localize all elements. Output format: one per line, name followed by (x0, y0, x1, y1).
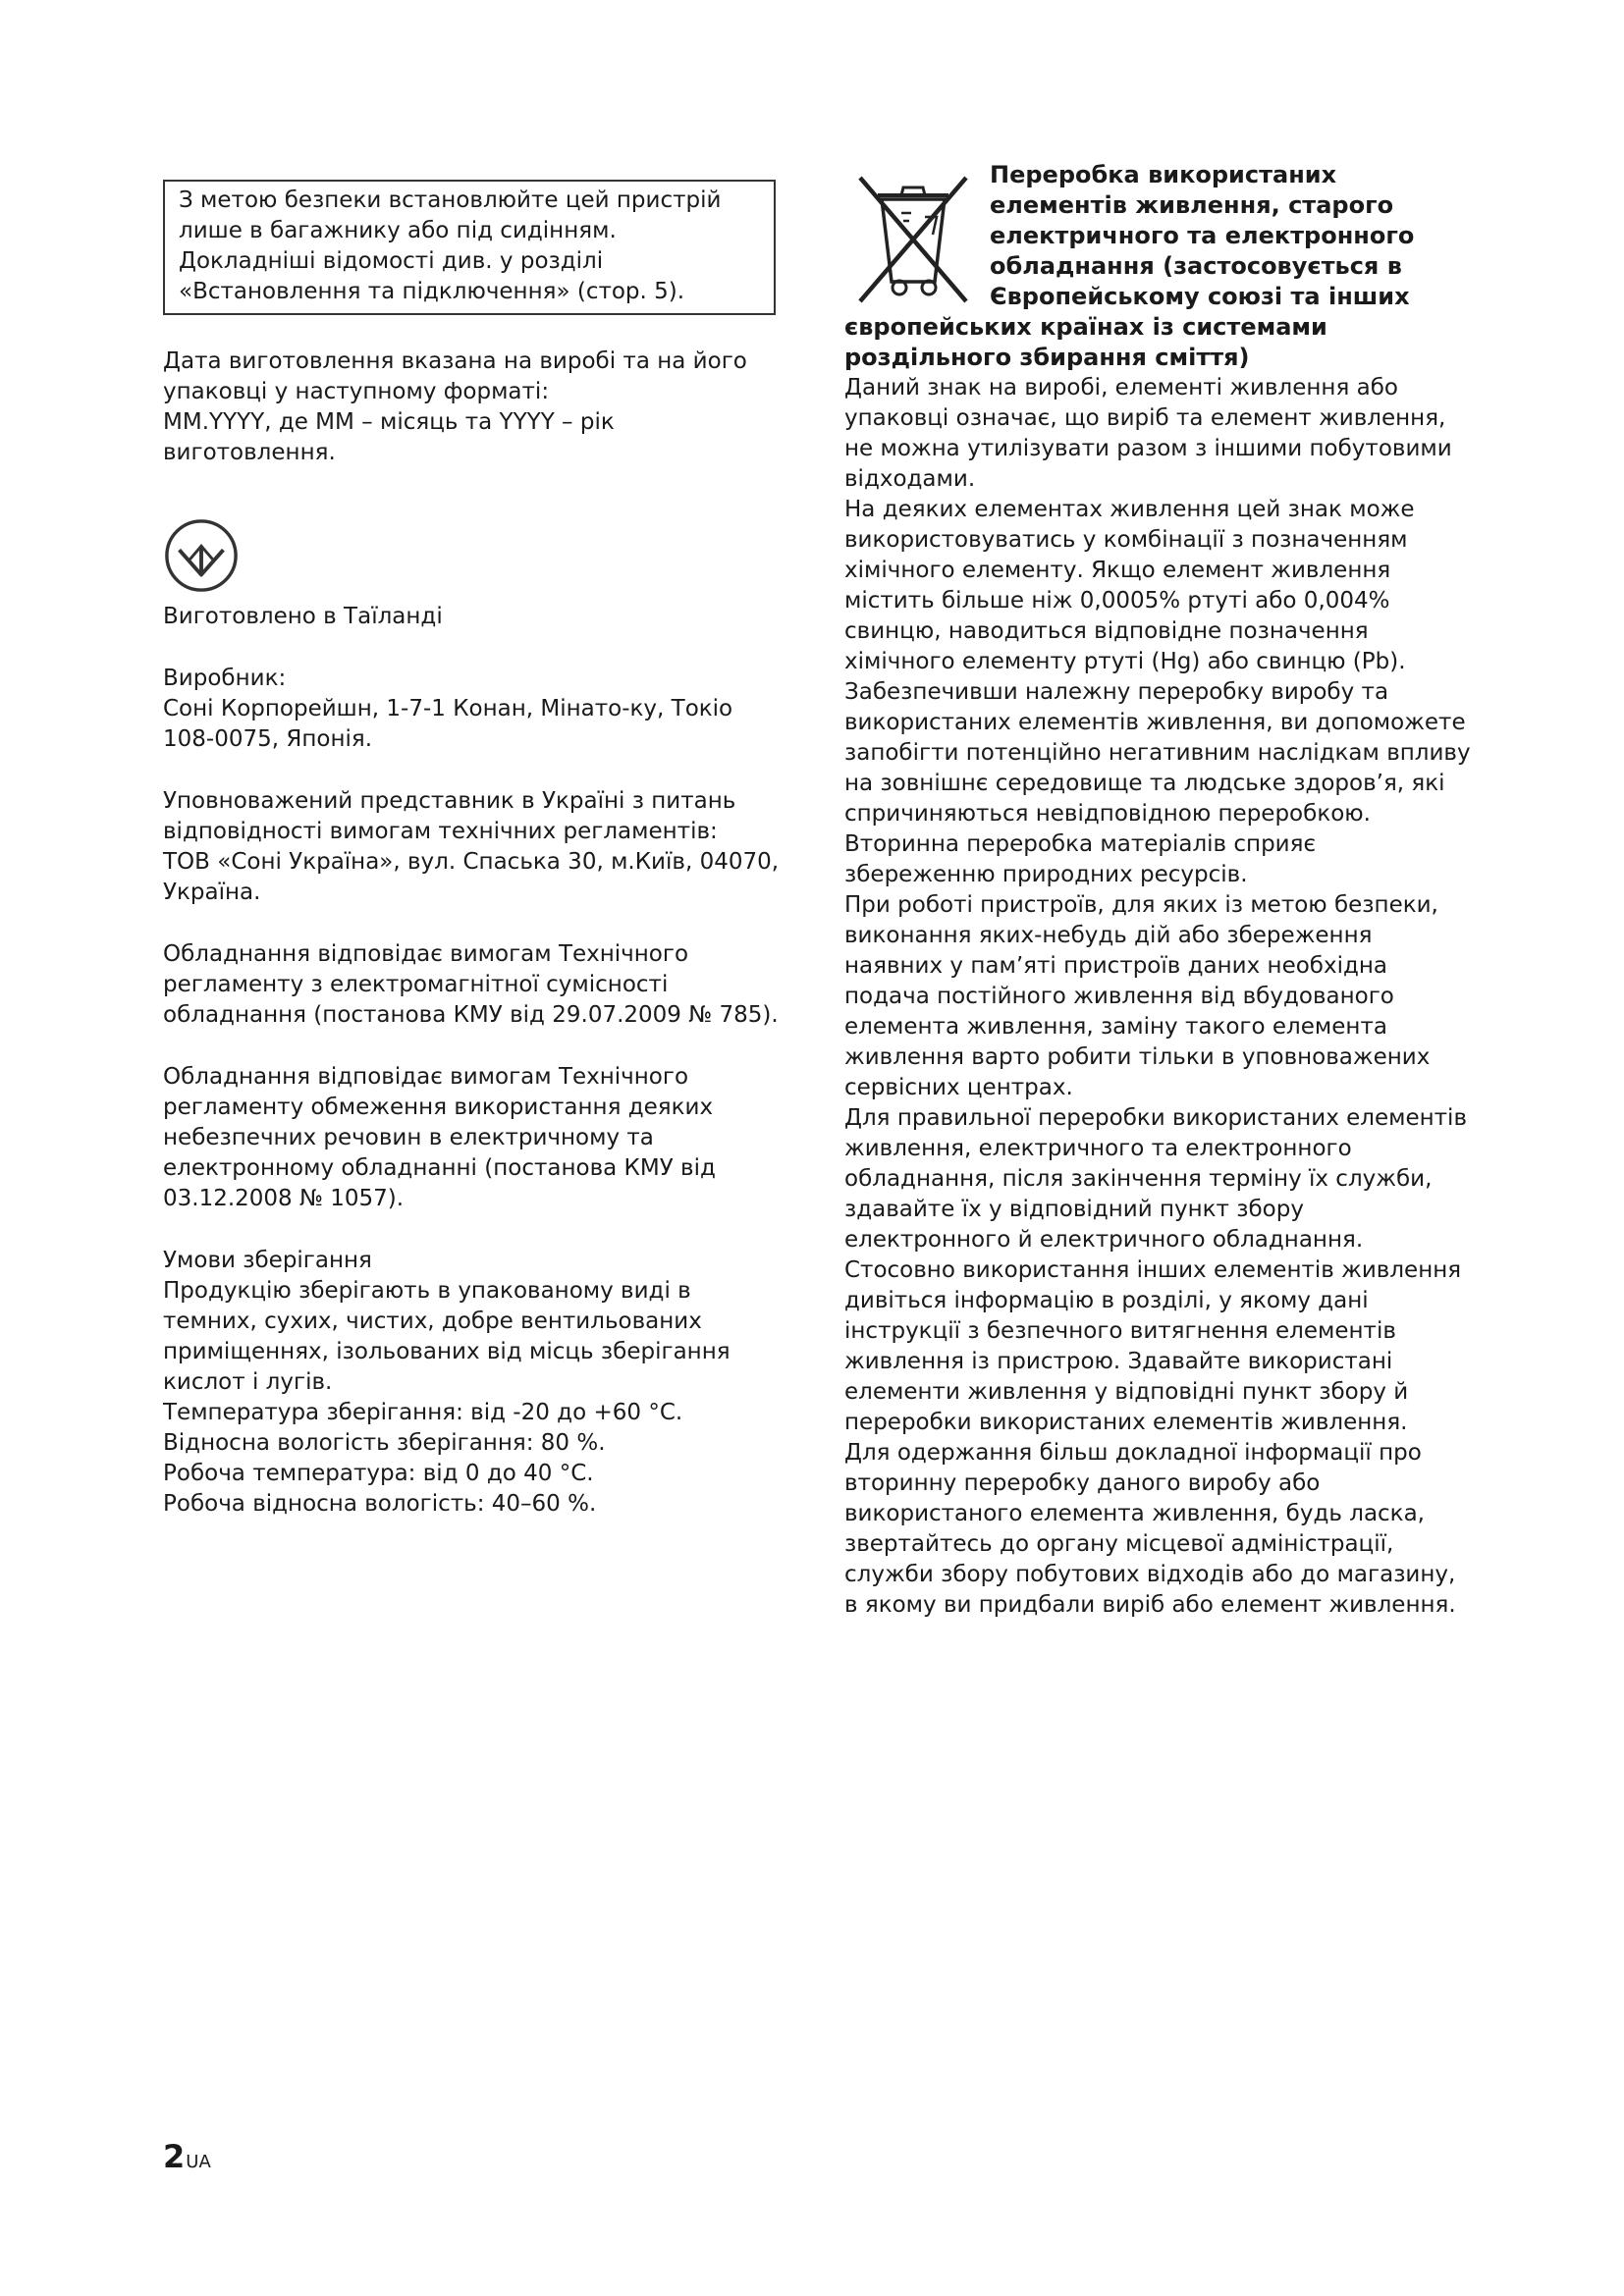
manufacture-date-text: Дата виготовлення вказана на виробі та на його упаковці у наступному форматі: (163, 348, 747, 404)
representative-section (163, 786, 782, 908)
manufacture-date-section (163, 347, 782, 468)
recycling-paragraph-3: Забезпечивши належну переробку виробу та використаних елементів живлення, ви допоможете запобігти потенційно негативним наслідкам впливу на зовнішнє середовище та людське здоров’я, які спричиняються невідповідною переробкою. Вторинна переробка матеріалів сприяє збереженню природних ресурсів. (844, 679, 1471, 887)
rohs-section (163, 1062, 782, 1214)
heading-line-6: європейських країнах із системами (844, 313, 1327, 341)
heading-line-2: елементів живлення, старого (990, 191, 1394, 219)
heading-line-7: роздільного збирання сміття) (844, 344, 1250, 371)
storage-temperature: Температура зберігання: від -20 до +60 °C. (163, 1400, 683, 1425)
recycling-paragraph-1: Даний знак на виробі, елементі живлення або упаковці означає, що виріб та елемент живлення, не можна утилізувати разом з іншими побутовими відходами. (844, 375, 1452, 492)
language-code: UA (186, 2152, 211, 2172)
ukrainian-conformity-mark-icon (163, 517, 240, 594)
storage-heading: Умови зберігання (163, 1248, 372, 1273)
emc-section (163, 939, 782, 1031)
rohs-text: Обладнання відповідає вимогам Технічного регламенту обмеження використання деяких небезпечних речовин в електричному та електронному обладнанні (постанова КМУ від 03.12.2008 № 1057). (163, 1064, 716, 1211)
safety-notice-box (163, 180, 776, 315)
recycling-paragraph-2: На деяких елементах живлення цей знак може використовуватись у комбінації з позначенням хімічного елементу. Якщо елемент живлення містить більше ніж 0,0005% ртуті або 0,004% свинцю, наводиться відповідне позначення хімічного елементу ртуті (Hg) або свинцю (Pb). (844, 497, 1415, 674)
operating-humidity: Робоча відносна вологість: 40–60 %. (163, 1491, 597, 1517)
safety-notice-text: З метою безпеки встановлюйте цей пристрій лише в багажнику або під сидінням. Докладніші відомості див. у розділі «Встановлення та підключення» (стор. 5). (179, 187, 722, 304)
storage-conditions: Продукцію зберігають в упакованому виді в темних, сухих, чистих, добре вентильованих приміщеннях, ізольованих від місць зберігання кислот і лугів. (163, 1278, 731, 1395)
heading-line-3: електричного та електронного (990, 222, 1415, 249)
heading-line-5: Європейському союзі та інших (990, 283, 1410, 310)
recycling-paragraph-6: Стосовно використання інших елементів живлення дивіться інформацію в розділі, у якому дані інструкції з безпечного витягнення елементів живлення із пристрою. Здавайте використані елементи живлення у відповідні пункт збору й переробки використаних елементів живлення. (844, 1257, 1462, 1435)
conformity-mark-section (163, 517, 782, 632)
page-number (163, 2138, 211, 2175)
representative-address: ТОВ «Соні Україна», вул. Спаська 30, м.Київ, 04070, Україна. (163, 849, 780, 905)
manufacture-date-format: ММ.YYYY, де ММ – місяць та YYYY – рік виготовлення. (163, 409, 615, 465)
recycling-paragraph-4: При роботі пристроїв, для яких із метою безпеки, виконання яких-небудь дій або збереження наявних у пам’яті пристроїв даних необхідна подача постійного живлення від вбудованого елемента живлення, заміну такого елемента живлення варто робити тільки в уповноважених сервісних центрах. (844, 892, 1438, 1100)
heading-line-1: Переробка використаних (990, 161, 1337, 188)
crossed-out-wheelie-bin-icon (844, 166, 982, 313)
manufacturer-address: Соні Корпорейшн, 1-7-1 Конан, Мінато-ку, Токіо 108-0075, Японія. (163, 696, 733, 752)
recycling-paragraph-5: Для правильної переробки використаних елементів живлення, електричного та електронного обладнання, після закінчення терміну їх служби, здавайте їх у відповідний пункт збору електронного й електричного обладнання. (844, 1105, 1468, 1253)
emc-text: Обладнання відповідає вимогам Технічного регламенту з електромагнітної сумісності обладнання (постанова КМУ від 29.07.2009 № 785). (163, 941, 779, 1028)
recycling-heading (844, 160, 1473, 373)
manufacturer-section (163, 664, 782, 755)
storage-section (163, 1246, 782, 1520)
made-in-text: Виготовлено в Таїланді (163, 604, 443, 629)
left-column (163, 180, 782, 1520)
operating-temperature: Робоча температура: від 0 до 40 °C. (163, 1461, 594, 1486)
recycling-paragraph-7: Для одержання більш докладної інформації про вторинну переробку даного виробу або використаного елемента живлення, будь ласка, звертайтесь до органу місцевої адміністрації, служби збору побутових відходів або до магазину, в якому ви придбали виріб або елемент живлення. (844, 1440, 1456, 1618)
manufacturer-label: Виробник: (163, 666, 287, 691)
representative-label: Уповноважений представник в Україні з питань відповідності вимогам технічних регламентів: (163, 788, 736, 844)
page-number-digit: 2 (163, 2138, 186, 2175)
storage-humidity: Відносна вологість зберігання: 80 %. (163, 1430, 606, 1456)
heading-line-4: обладнання (застосовується в (990, 252, 1402, 280)
right-column (844, 160, 1473, 1621)
